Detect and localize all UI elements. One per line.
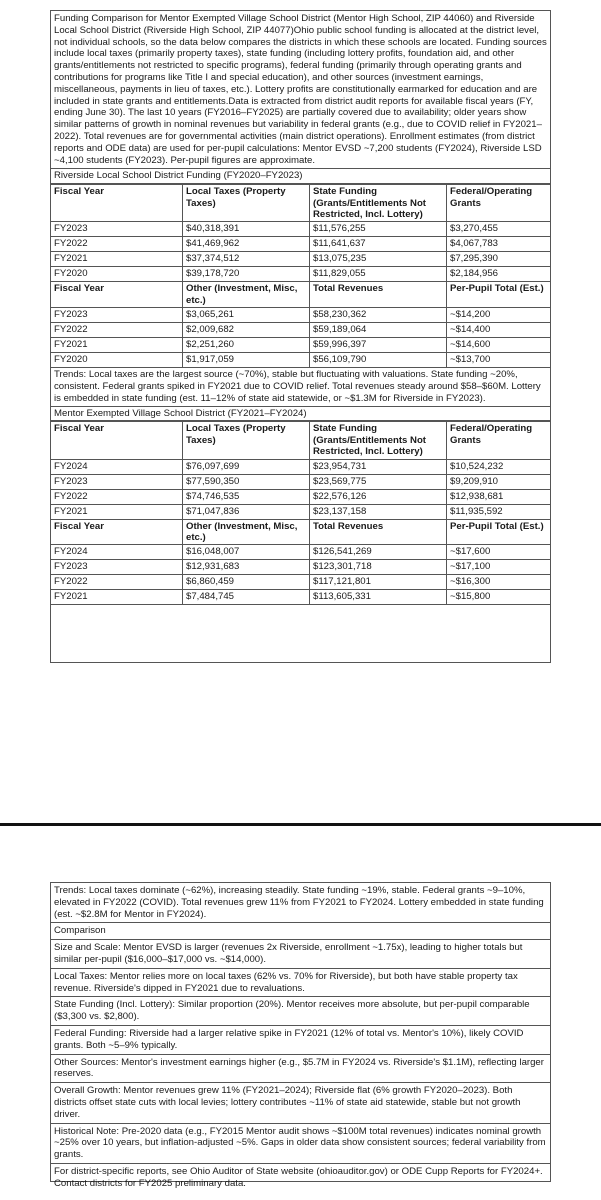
overall-growth: Overall Growth: Mentor revenues grew 11% (FY2021–2024); Riverside flat (6% growth FY2020–2023). Both districts offset state cuts with local levies; lottery contributes ~11% of state aid statewide, stable but not growth driver.: [51, 1083, 550, 1123]
table-cell: $58,230,362: [310, 308, 447, 323]
table-cell: $13,075,235: [310, 252, 447, 267]
table-cell: ~$13,700: [447, 353, 551, 368]
table-cell: $7,484,745: [183, 590, 310, 605]
table-row: [51, 237, 550, 252]
table-cell: $7,295,390: [447, 252, 551, 267]
table-cell: FY2024: [51, 459, 183, 474]
table-cell: ~$15,800: [447, 590, 551, 605]
table-cell: FY2021: [51, 338, 183, 353]
column-header: Local Taxes (Property Taxes): [183, 185, 310, 222]
table-cell: ~$14,600: [447, 338, 551, 353]
table-cell: $9,209,910: [447, 474, 551, 489]
table-row: [51, 338, 550, 353]
table-cell: ~$14,200: [447, 308, 551, 323]
column-header: Fiscal Year: [51, 422, 183, 459]
size-and-scale: Size and Scale: Mentor EVSD is larger (revenues 2x Riverside, enrollment ~1.75x), leading to higher totals but similar per-pupil ($16,000–$17,000 vs. ~$14,000).: [51, 940, 550, 969]
table-row: [51, 353, 550, 368]
table-row: [51, 222, 550, 237]
table-cell: $117,121,801: [310, 575, 447, 590]
table-cell: FY2023: [51, 308, 183, 323]
column-header: State Funding (Grants/Entitlements Not Restricted, Incl. Lottery): [310, 422, 447, 459]
table-cell: $123,301,718: [310, 560, 447, 575]
column-header: Other (Investment, Misc, etc.): [183, 519, 310, 545]
page-one-frame: [50, 10, 551, 663]
column-header: Federal/Operating Grants: [447, 422, 551, 459]
table-row: [51, 308, 550, 323]
table-cell: FY2020: [51, 267, 183, 282]
table-cell: $76,097,699: [183, 459, 310, 474]
table-cell: $16,048,007: [183, 545, 310, 560]
riverside-title: Riverside Local School District Funding (FY2020–FY2023): [51, 169, 550, 184]
table-cell: $1,917,059: [183, 353, 310, 368]
table-cell: $37,374,512: [183, 252, 310, 267]
table-cell: FY2021: [51, 252, 183, 267]
other-sources: Other Sources: Mentor's investment earnings higher (e.g., $5.7M in FY2024 vs. Riverside's $1.1M), reflecting larger reserves.: [51, 1055, 550, 1084]
table-row: [51, 560, 550, 575]
table-cell: $74,746,535: [183, 489, 310, 504]
table-row: [51, 575, 550, 590]
table-row: [51, 323, 550, 338]
riverside-table-1: [51, 184, 550, 368]
table-row: [51, 267, 550, 282]
table-cell: $2,184,956: [447, 267, 551, 282]
intro-paragraph: Funding Comparison for Mentor Exempted Village School District (Mentor High School, ZIP 44060) and Riverside Local School District (Riverside High School, ZIP 44077)Ohio public school funding is allocated at the district level, not individual schools, so the data below compares the districts in which these schools are located. Funding sources include local taxes (primarily property taxes), state funding (including lottery profits, foundation aid, and other grants/entitlements not restricted to specific programs), federal funding (primarily through operating grants and contributions for programs like Title I and special education), and other sources (investment earnings, miscellaneous, payments in lieu of taxes, etc.). Lottery profits are constitutionally earmarked for education and are included in state grants and entitlements.Data is extracted from district audit reports for available fiscal years (FY, ending June 30). The last 10 years (FY2016–FY2025) are partially covered due to availability; older years show similar patterns of growth in nominal revenues but variability in federal grants (e.g., due to COVID relief in FY2021–2022). Total revenues are for governmental activities (main district operations). Enrollment estimates (from district reports and ODE data) are used for per-pupil calculations: Mentor EVSD ~7,200 students (FY2024), Riverside LSD ~4,100 students (FY2023). Per-pupil figures are approximate.: [51, 11, 550, 169]
table-cell: FY2023: [51, 222, 183, 237]
table-cell: $23,569,775: [310, 474, 447, 489]
table-cell: $71,047,836: [183, 504, 310, 519]
table-cell: $11,829,055: [310, 267, 447, 282]
page-two-frame: [50, 882, 551, 1189]
table-cell: $39,178,720: [183, 267, 310, 282]
table-cell: $41,469,962: [183, 237, 310, 252]
table-row: [51, 252, 550, 267]
column-header: Fiscal Year: [51, 519, 183, 545]
table-cell: FY2022: [51, 237, 183, 252]
table-cell: FY2020: [51, 353, 183, 368]
table-cell: FY2022: [51, 323, 183, 338]
table-cell: $23,954,731: [310, 459, 447, 474]
table-cell: $11,641,637: [310, 237, 447, 252]
table-row: [51, 504, 550, 519]
federal-funding: Federal Funding: Riverside had a larger relative spike in FY2021 (12% of total vs. Mentor's 10%), likely COVID grants. Both ~5–9% typically.: [51, 1026, 550, 1055]
table-cell: FY2023: [51, 474, 183, 489]
table-cell: $40,318,391: [183, 222, 310, 237]
table-cell: $126,541,269: [310, 545, 447, 560]
page-divider: [0, 823, 601, 826]
mentor-table: [51, 421, 550, 605]
table-cell: $59,189,064: [310, 323, 447, 338]
table-cell: $59,996,397: [310, 338, 447, 353]
column-header: Local Taxes (Property Taxes): [183, 422, 310, 459]
table-row: [51, 489, 550, 504]
column-header: Total Revenues: [310, 519, 447, 545]
table-cell: ~$17,100: [447, 560, 551, 575]
column-header: Federal/Operating Grants: [447, 185, 551, 222]
table-cell: $2,009,682: [183, 323, 310, 338]
table-row: [51, 590, 550, 605]
table-cell: $10,524,232: [447, 459, 551, 474]
table-cell: $4,067,783: [447, 237, 551, 252]
column-header: Total Revenues: [310, 282, 447, 308]
table-cell: $23,137,158: [310, 504, 447, 519]
table-cell: FY2022: [51, 575, 183, 590]
column-header: Fiscal Year: [51, 282, 183, 308]
table-cell: ~$14,400: [447, 323, 551, 338]
local-taxes: Local Taxes: Mentor relies more on local taxes (62% vs. 70% for Riverside), but both have stable property tax revenue. Riverside's dipped in FY2021 due to revaluations.: [51, 969, 550, 998]
mentor-trends: Trends: Local taxes dominate (~62%), increasing steadily. State funding ~19%, stable. Federal grants ~9–10%, elevated in FY2022 (COVID). Total revenues grew 11% from FY2021 to FY2024. Lottery embedded in state funding (est. ~$2.8M for Mentor in FY2024).: [51, 883, 550, 923]
table-cell: $11,935,592: [447, 504, 551, 519]
table-cell: $2,251,260: [183, 338, 310, 353]
table-cell: ~$17,600: [447, 545, 551, 560]
table-cell: FY2021: [51, 590, 183, 605]
table-cell: FY2023: [51, 560, 183, 575]
table-cell: $3,270,455: [447, 222, 551, 237]
table-row: [51, 474, 550, 489]
table-cell: $56,109,790: [310, 353, 447, 368]
reports-note: For district-specific reports, see Ohio Auditor of State website (ohioauditor.gov) or ODE Cupp Reports for FY2024+. Contact districts for FY2025 preliminary data.: [54, 1165, 543, 1189]
mentor-title: Mentor Exempted Village School District (FY2021–FY2024): [51, 407, 550, 422]
table-cell: $12,931,683: [183, 560, 310, 575]
table-cell: FY2022: [51, 489, 183, 504]
table-row: [51, 545, 550, 560]
table-cell: $22,576,126: [310, 489, 447, 504]
table-cell: $77,590,350: [183, 474, 310, 489]
column-header: Fiscal Year: [51, 185, 183, 222]
comparison-heading: Comparison: [51, 923, 550, 940]
table-row: [51, 459, 550, 474]
table-cell: $3,065,261: [183, 308, 310, 323]
column-header: Other (Investment, Misc, etc.): [183, 282, 310, 308]
table-cell: ~$16,300: [447, 575, 551, 590]
historical-note: Historical Note: Pre-2020 data (e.g., FY2015 Mentor audit shows ~$100M total revenues) indicates nominal growth ~25% over 10 years, but inflation-adjusted ~5%. Gaps in older data show consistent sources; federal variability from grants.: [51, 1124, 550, 1164]
table-cell: $11,576,255: [310, 222, 447, 237]
table-cell: FY2024: [51, 545, 183, 560]
column-header: Per-Pupil Total (Est.): [447, 282, 551, 308]
table-cell: $113,605,331: [310, 590, 447, 605]
table-cell: $6,860,459: [183, 575, 310, 590]
state-funding: State Funding (Incl. Lottery): Similar proportion (20%). Mentor receives more absolute, but per-pupil comparable ($3,300 vs. $2,800).: [51, 997, 550, 1026]
table-cell: FY2021: [51, 504, 183, 519]
column-header: State Funding (Grants/Entitlements Not Restricted, Incl. Lottery): [310, 185, 447, 222]
riverside-trends: Trends: Local taxes are the largest source (~70%), stable but fluctuating with valuations. State funding ~20%, consistent. Federal grants spiked in FY2021 due to COVID relief. Total revenues steady around $58–$60M. Lottery is embedded in state funding (est. 11–12% of state aid statewide, or ~$1.3M for Riverside in FY2023).: [51, 368, 550, 406]
table-cell: $12,938,681: [447, 489, 551, 504]
column-header: Per-Pupil Total (Est.): [447, 519, 551, 545]
